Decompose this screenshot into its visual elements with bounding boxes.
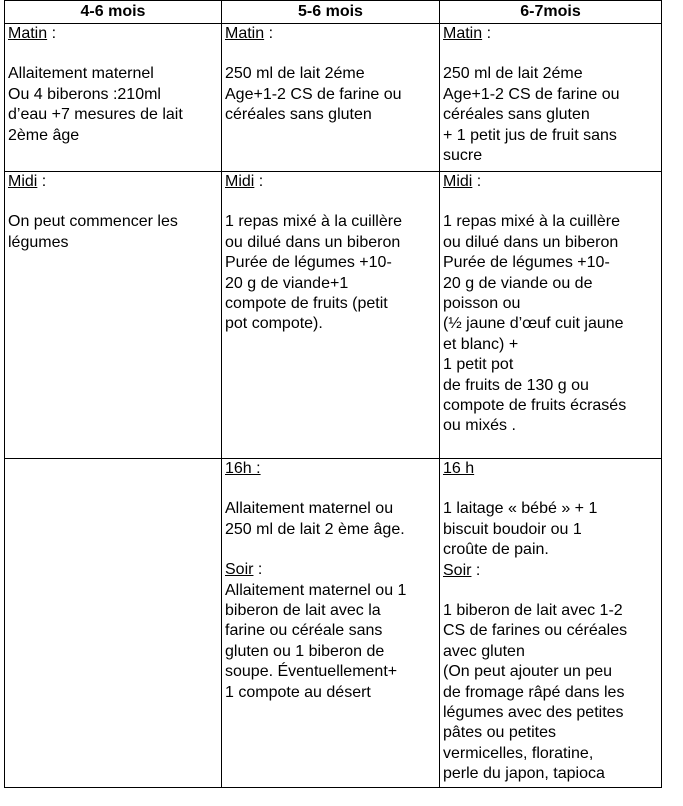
soir-text: 1 biberon de lait avec 1-2 CS de farines ou céréales avec gluten (On peut ajouter un peu de fromage râpé dans les légumes avec des petites pâtes ou petites vermicelles, floratine, perle du japon, tapioca — [443, 602, 628, 783]
matin-cell-4-6 — [5, 24, 222, 172]
soir-cell-6-7 — [440, 459, 662, 788]
soir-label: Soir — [225, 561, 254, 579]
label-suffix: : — [471, 561, 481, 579]
header-4-6-mois: 4-6 mois — [5, 1, 222, 24]
label-suffix: : — [254, 173, 264, 190]
matin-row — [5, 24, 662, 172]
label-suffix: : — [37, 173, 47, 190]
sixteen-h-text: Allaitement maternel ou 250 ml de lait 2 ème âge. — [225, 500, 405, 538]
label-suffix: : — [253, 561, 263, 579]
header-row — [5, 1, 662, 24]
matin-text: 250 ml de lait 2éme Age+1-2 CS de farine ou céréales sans gluten — [225, 65, 402, 124]
header-5-6-mois: 5-6 mois — [222, 1, 440, 24]
soir-cell-4-6 — [5, 459, 222, 788]
midi-label: Midi — [8, 173, 38, 190]
sixteen-h-text: 1 laitage « bébé » + 1 biscuit boudoir ou 1 croûte de pain. — [443, 500, 598, 559]
soir-row — [5, 459, 662, 788]
matin-cell-5-6 — [222, 24, 440, 172]
midi-row — [5, 172, 662, 459]
sixteen-h-label: 16 h — [443, 460, 475, 477]
midi-text: On peut commencer les légumes — [8, 213, 178, 251]
sixteen-h-label: 16h : — [225, 460, 261, 477]
midi-cell-6-7 — [440, 172, 662, 459]
label-suffix: : — [482, 25, 492, 42]
soir-label: Soir — [443, 561, 472, 579]
label-suffix: : — [47, 25, 57, 42]
soir-text: Allaitement maternel ou 1 biberon de lait avec la farine ou céréale sans gluten ou 1 biberon de soupe. Éventuellement+ 1 compote au désert — [225, 581, 407, 701]
matin-text: Allaitement maternel Ou 4 biberons :210ml d’eau +7 mesures de lait 2ème âge — [8, 65, 183, 144]
midi-cell-4-6 — [5, 172, 222, 459]
midi-text: 1 repas mixé à la cuillère ou dilué dans un biberon Purée de légumes +10- 20 g de viande ou de poisson ou (½ jaune d’œuf cuit jaune et blanc) + 1 petit pot de fruits de 130 g ou compote de fruits écrasés ou mixés . — [443, 213, 627, 435]
midi-cell-5-6 — [222, 172, 440, 459]
matin-text: 250 ml de lait 2éme Age+1-2 CS de farine ou céréales sans gluten + 1 petit jus de fruit sans sucre — [443, 65, 620, 165]
midi-label: Midi — [225, 173, 255, 190]
midi-text: 1 repas mixé à la cuillère ou dilué dans un biberon Purée de légumes +10- 20 g de viande+1 compote de fruits (petit pot compote). — [225, 213, 402, 333]
matin-label: Matin — [443, 25, 483, 42]
soir-cell-5-6 — [222, 459, 440, 788]
label-suffix: : — [472, 173, 482, 190]
matin-cell-6-7 — [440, 24, 662, 172]
matin-label: Matin — [225, 25, 265, 42]
feeding-schedule-table — [4, 0, 662, 788]
matin-label: Matin — [8, 25, 48, 42]
label-suffix: : — [264, 25, 274, 42]
header-6-7-mois: 6-7mois — [440, 1, 662, 24]
midi-label: Midi — [443, 173, 473, 190]
